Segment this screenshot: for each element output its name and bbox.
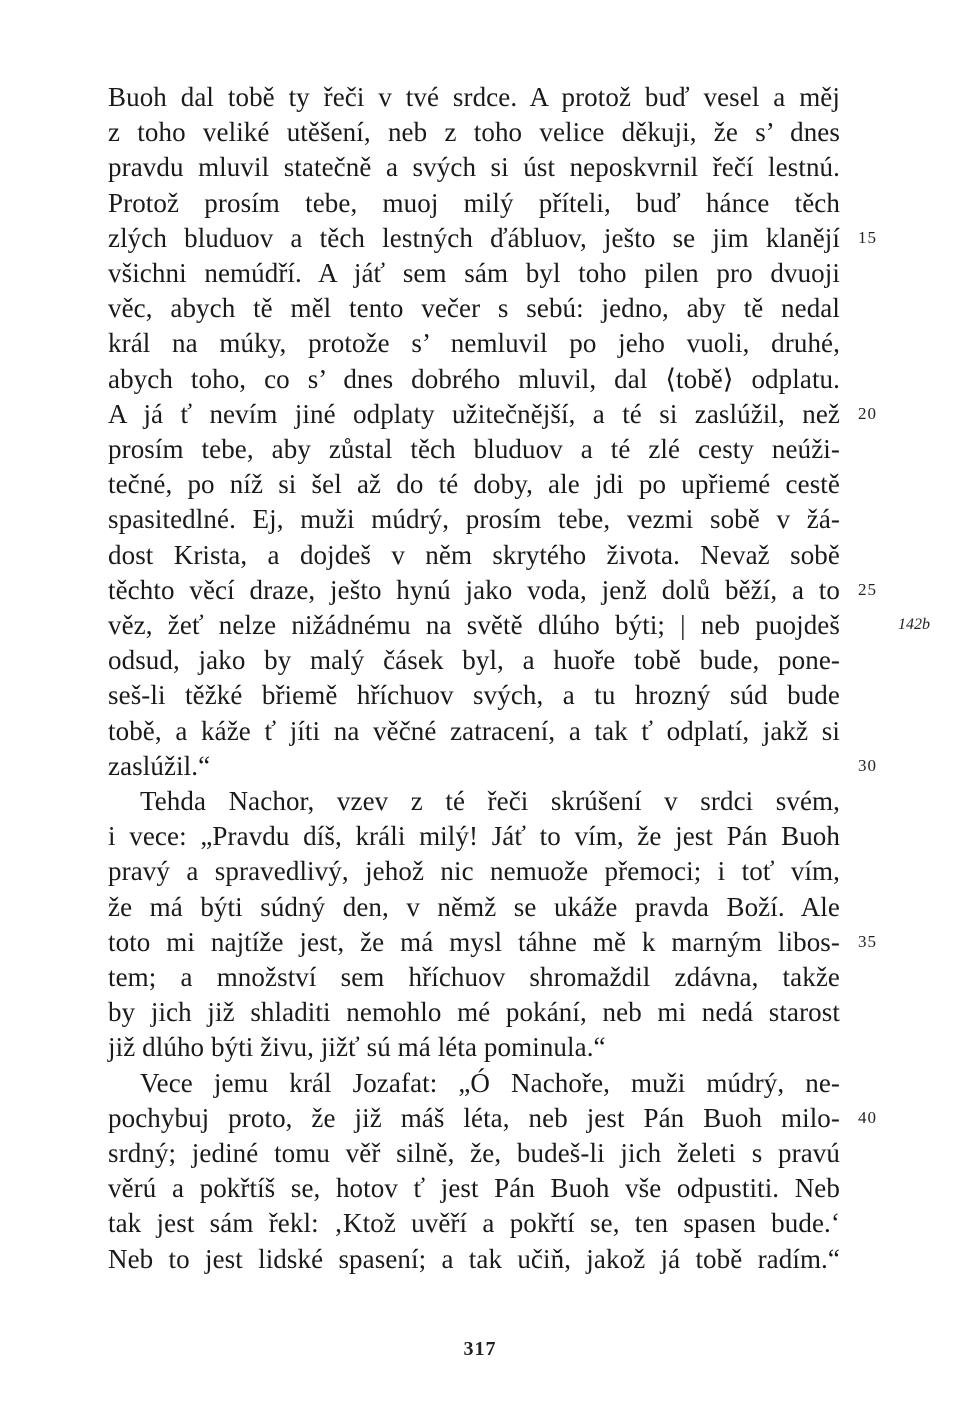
text-line: všichni nemúdří. A jáť sem sám byl toho pilen pro dvuoji (108, 258, 840, 288)
text-line: Buoh dal tobě ty řeči v tvé srdce. A protož buď vesel a měj (108, 82, 840, 112)
text-line: z toho veliké utěšení, neb z toho velice děkuji, že s’ dnes (108, 117, 840, 148)
text-line: tem; a množství sem hříchuov shromaždil zdávna, takže (108, 962, 840, 992)
text-line: tak jest sám řekl: ‚Ktož uvěří a pokřtí se, ten spasen bude.‘ (108, 1208, 840, 1239)
text-line: věrú a pokřtíš se, hotov ť jest Pán Buoh vše odpustiti. Neb (108, 1173, 840, 1204)
text-line: seš-li těžké břiemě hříchuov svých, a tu hrozný súd bude (108, 680, 840, 711)
text-line: pravý a spravedlivý, jehož nic nemuože přemoci; i toť vím, (108, 856, 840, 887)
text-line: král na múky, protože s’ nemluvil po jeho vuoli, druhé, (108, 328, 840, 359)
text-line: že má býti súdný den, v němž se ukáže pravda Boží. Ale (108, 891, 840, 922)
text-line: zlých bluduov a těch lestných ďábluov, ješto se jim klanějí (108, 222, 840, 253)
text-line: zaslúžil.“ (108, 750, 211, 781)
text-line: věc, abych tě měl tento večer s sebú: jedno, aby tě nedal (108, 293, 840, 324)
text-line: i vece: „Pravdu díš, králi milý! Jáť to vím, že jest Pán Buoh (108, 821, 840, 852)
line-number: 35 (858, 931, 877, 951)
text-line: dost Krista, a dojdeš v něm skrytého života. Nevaž sobě (108, 539, 840, 570)
line-number: 30 (858, 755, 877, 775)
text-line: spasitedlné. Ej, muži múdrý, prosím tebe, vezmi sobě v žá- (108, 504, 840, 535)
line-number: 20 (858, 403, 877, 423)
text-line: pravdu mluvil statečně a svých si úst neposkvrnil řečí lestnú. (108, 152, 840, 183)
text-line: těchto věcí draze, ješto hynú jako voda, jenž dolů běží, a to (108, 574, 840, 605)
text-line: odsud, jako by malý čásek byl, a huoře tobě bude, pone- (108, 645, 840, 676)
text-line: tečné, po níž si šel až do té doby, ale jdi po upřiemé cestě (108, 469, 840, 500)
text-line: Protož prosím tebe, muoj milý příteli, buď hánce těch (108, 187, 840, 218)
text-line: Neb to jest lidské spasení; a tak učiň, jakož já tobě radím.“ (108, 1243, 840, 1274)
line-number: 40 (858, 1107, 877, 1127)
page-number: 317 (463, 1338, 497, 1360)
text-line: věz, žeť nelze nižádnému na světě dlúho býti; | neb puojdeš (108, 610, 840, 640)
text-line: pochybuj proto, že již máš léta, neb jest Pán Buoh milo- (108, 1102, 840, 1133)
line-number: 25 (858, 579, 877, 599)
text-line: by jich již shladiti nemohlo mé pokání, neb mi nedá starost (108, 997, 840, 1028)
folio-marker: 142b (898, 616, 930, 633)
text-line: tobě, a káže ť jíti na věčné zatracení, a tak ť odplatí, jakž si (108, 715, 840, 746)
text-line: Vece jemu král Jozafat: „Ó Nachoře, muži múdrý, ne- (140, 1067, 840, 1098)
text-line: prosím tebe, aby zůstal těch bluduov a té zlé cesty neúži- (108, 434, 840, 464)
text-line: abych toho, co s’ dnes dobrého mluvil, dal ⟨tobě⟩ odplatu. (108, 363, 840, 394)
line-number: 15 (858, 227, 877, 247)
text-line: srdný; jediné tomu věř silně, že, budeš-li jich želeti s pravú (108, 1138, 840, 1168)
text-line: Tehda Nachor, vzev z té řeči skrúšení v srdci svém, (140, 786, 840, 816)
text-line: toto mi najtíže jest, že má mysl táhne mě k marným libos- (108, 926, 840, 957)
text-line: A já ť nevím jiné odplaty užitečnější, a té si zaslúžil, než (108, 398, 840, 429)
text-line: již dlúho býti živu, jižť sú má léta pominula.“ (108, 1032, 606, 1063)
